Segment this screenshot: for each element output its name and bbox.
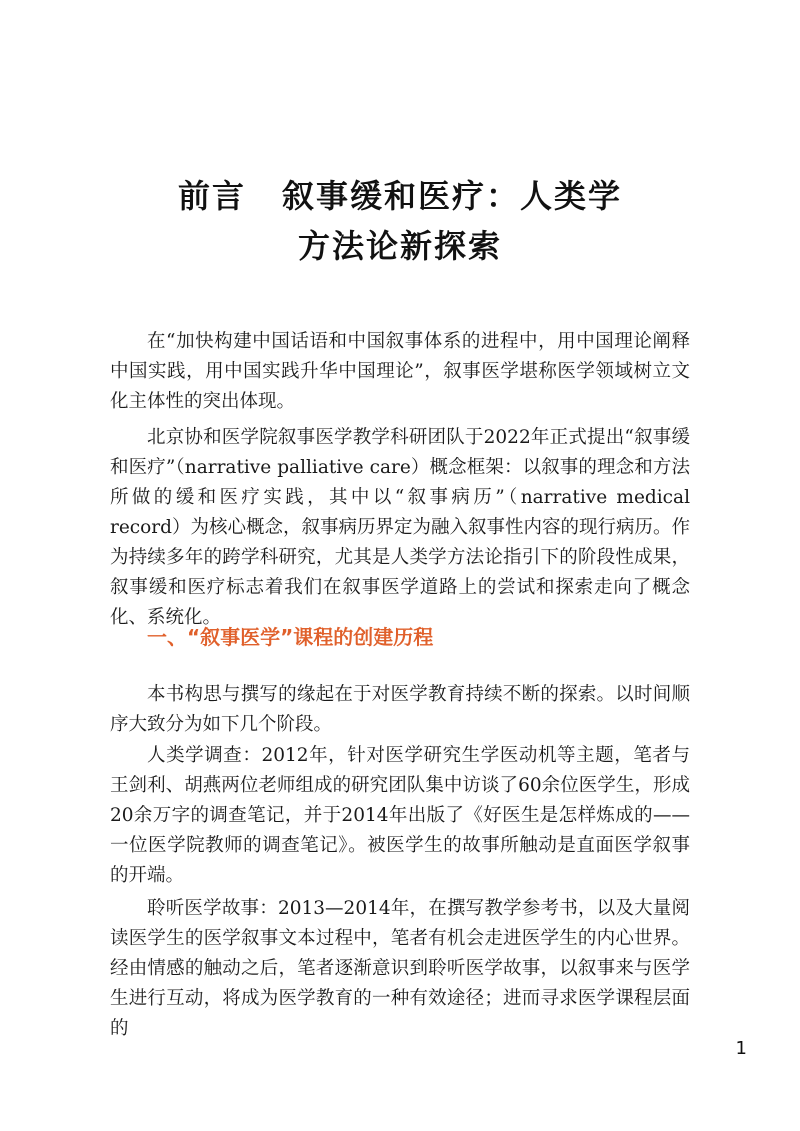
- chapter-title-line-2: 方法论新探索: [297, 227, 502, 265]
- paragraph-concept: 北京协和医学院叙事医学教学科研团队于2022年正式提出“叙事缓和医疗”（narrative palliative care）概念框架：以叙事的理念和方法所做的缓和医疗实践，其中以“叙事病历”（narrative medical record）为核心概念，叙事病历界定为融入叙事性内容的现行病历。作为持续多年的跨学科研究，尤其是人类学方法论指引下的阶段性成果，叙事缓和医疗标志着我们在叙事医学道路上的尝试和探索走向了概念化、系统化。: [110, 427, 690, 628]
- page-number: 1: [735, 1038, 747, 1059]
- section-heading: 一、“叙事医学”课程的创建历程: [147, 625, 434, 649]
- title-main-text: 叙事缓和医疗：人类学: [282, 177, 623, 215]
- title-preface-label: 前言: [177, 177, 246, 215]
- paragraph-origin: 本书构思与撰写的缘起在于对医学教育持续不断的探索。以时间顺序大致分为如下几个阶段。: [110, 684, 690, 735]
- paragraph-listening-stories: 聆听医学故事：2013—2014年，在撰写教学参考书，以及大量阅读医学生的医学叙事文本过程中，笔者有机会走进医学生的内心世界。经由情感的触动之后，笔者逐渐意识到聆听医学故事，以叙事来与医学生进行互动，将成为医学教育的一种有效途径；进而寻求医学课程层面的: [110, 898, 690, 1039]
- paragraph-anthropology-survey: 人类学调查：2012年，针对医学研究生学医动机等主题，笔者与王剑利、胡燕两位老师组成的研究团队集中访谈了60余位医学生，形成20余万字的调查笔记，并于2014年出版了《好医生是怎样炼成的——一位医学院教师的调查笔记》。被医学生的故事所触动是直面医学叙事的开端。: [110, 745, 690, 886]
- chapter-title-line-1: [0, 171, 800, 221]
- paragraph-intro: 在“加快构建中国话语和中国叙事体系的进程中，用中国理论阐释中国实践，用中国实践升华中国理论”，叙事医学堪称医学领域树立文化主体性的突出体现。: [110, 331, 690, 412]
